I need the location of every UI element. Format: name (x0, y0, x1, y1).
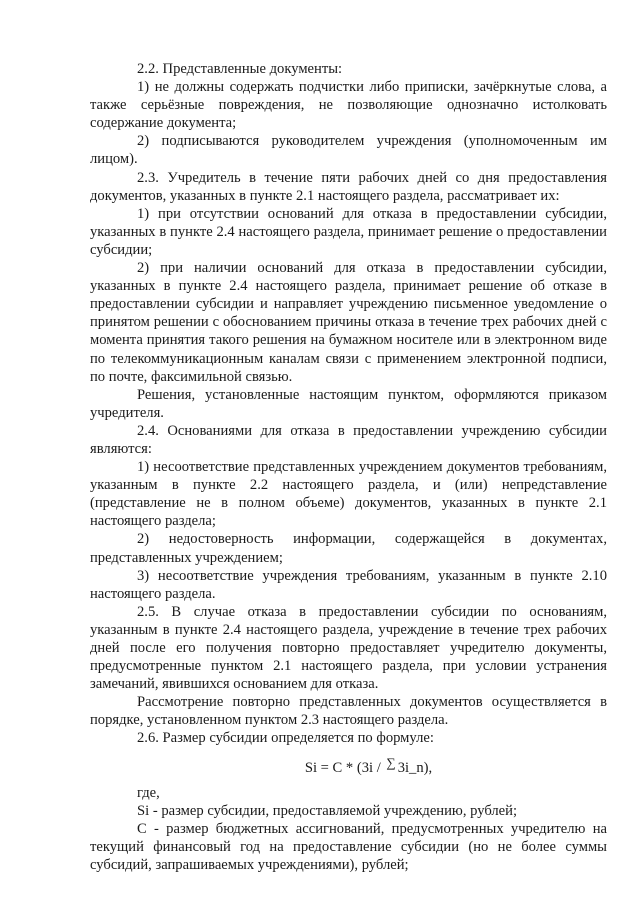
paragraph: 2) недостоверность информации, содержащейся в документах, представленных учреждением; (90, 531, 607, 566)
paragraph: 2.5. В случае отказа в предоставлении субсидии по основаниям, указанным в пункте 2.4 настоящего раздела, учреждение в течение трех рабочих дней после его получения повторно предоставляет учредителю документы, предусмотренные пунктом 2.1 настоящего раздела, при условии устранения замечаний, явившихся основанием для отказа. (90, 603, 607, 693)
paragraph: 1) при отсутствии оснований для отказа в предоставлении субсидии, указанных в пункте 2.4 настоящего раздела, принимает решение о предоставлении субсидии; (90, 205, 607, 258)
paragraph: 3) несоответствие учреждения требованиям, указанным в пункте 2.10 настоящего раздела. (90, 567, 607, 602)
formula-right: 3i_n), (397, 759, 433, 776)
paragraph: где, (137, 784, 160, 801)
paragraph: C - размер бюджетных ассигнований, предусмотренных учредителю на текущий финансовый год на предоставление субсидии (но не более суммы субсидий, запрашиваемых учреждениями), рублей; (90, 820, 607, 873)
paragraph: 2.6. Размер субсидии определяется по формуле: (137, 730, 434, 747)
paragraph: Решения, установленные настоящим пунктом, оформляются приказом учредителя. (90, 386, 607, 421)
formula-left: Si = C * (3i / (304, 759, 385, 776)
paragraph: 2.3. Учредитель в течение пяти рабочих дней со дня предоставления документов, указанных в пункте 2.1 настоящего раздела, рассматривает их: (90, 169, 607, 204)
paragraph: 2) при наличии оснований для отказа в предоставлении субсидии, указанных в пункте 2.4 настоящего раздела, принимает решение об отказе в предоставлении субсидии и направляет учреждению письменное уведомление о принятом решении с обоснованием причины отказа в течение трех рабочих дней с момента принятия такого решения на бумажном носителе или в электронном виде по телекоммуникационным каналам связи с применением электронной подписи, по почте, факсимильной связью. (90, 260, 607, 385)
paragraph: 1) не должны содержать подчистки либо приписки, зачёркнутые слова, а также серьёзные повреждения, не позволяющие однозначно истолковать содержание документа; (90, 79, 607, 132)
sigma-symbol: ∑ (386, 754, 396, 770)
paragraph: 1) несоответствие представленных учреждением документов требованиям, указанным в пункте 2.2 настоящего раздела, и (или) непредставление (представление не в полном объеме) документов, указанных в пункте 2.1 настоящего раздела; (90, 459, 607, 530)
subsidy-formula (90, 754, 607, 779)
paragraph: Рассмотрение повторно представленных документов осуществляется в порядке, установленном пунктом 2.3 настоящего раздела. (90, 694, 607, 729)
paragraph: 2.2. Представленные документы: (137, 61, 343, 77)
paragraph: 2) подписываются руководителем учреждения (уполномоченным им лицом). (90, 133, 607, 168)
paragraph: 2.4. Основаниями для отказа в предоставлении учреждению субсидии являются: (90, 422, 607, 457)
paragraph: Si - размер субсидии, предоставляемой учреждению, рублей; (137, 802, 518, 819)
